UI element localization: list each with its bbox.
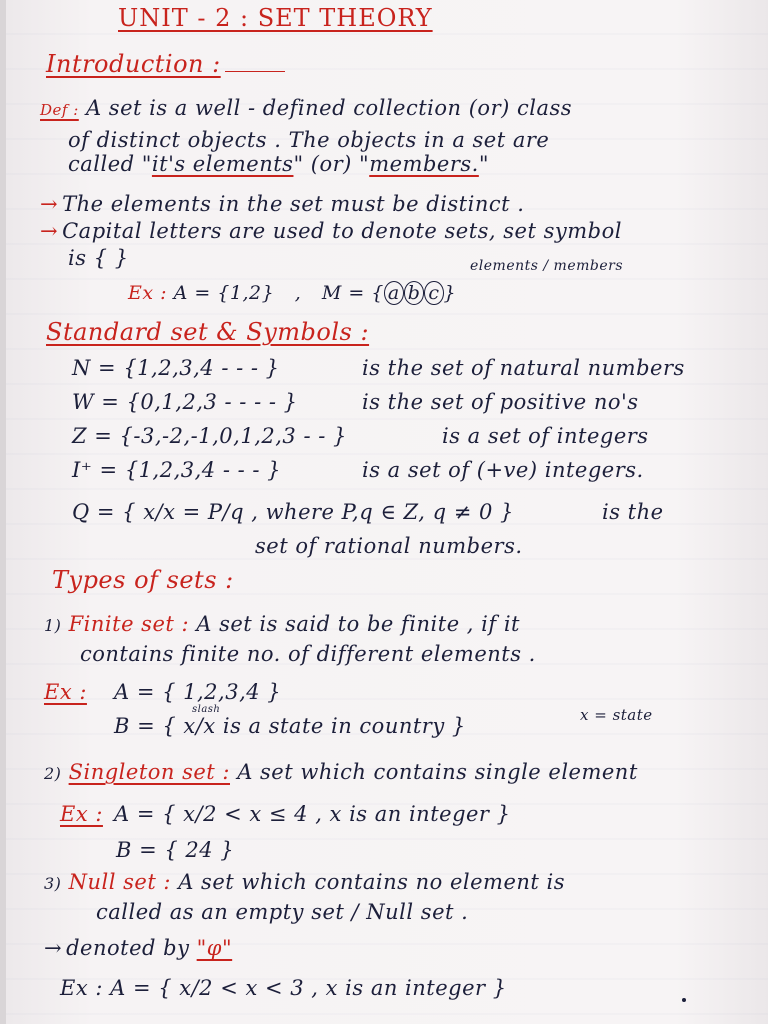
types-heading: Types of sets : — [52, 566, 234, 594]
standard-symbol: N = {1,2,3,4 - - - } — [72, 356, 280, 380]
null-symbol: "φ" — [196, 936, 233, 960]
standard-row-z — [72, 424, 649, 448]
elements-annotation: elements / members — [470, 258, 624, 274]
note-symbol: is { } — [68, 246, 129, 270]
example-1-set-m-close: } — [443, 282, 457, 304]
rational-continued: set of rational numbers. — [255, 534, 523, 558]
null-denoted — [44, 936, 232, 960]
standard-row-w — [72, 390, 639, 414]
standard-desc: is a set of integers — [442, 424, 649, 448]
definition-line-2: of distinct objects . The objects in a set are — [68, 128, 550, 152]
finite-example-a — [44, 680, 281, 704]
null-name: Null set : — [68, 870, 172, 894]
standard-row-i — [72, 458, 644, 482]
definition-line-1 — [40, 96, 572, 120]
example-1: Ex : A = {1,2} , M = { a b c } — [128, 282, 457, 304]
page-edge — [0, 0, 6, 1024]
state-note: x = state — [580, 706, 653, 724]
singleton-set-a: A = { x/2 < x ≤ 4 , x is an integer } — [114, 802, 511, 826]
null-line-2: called as an empty set / Null set . — [96, 900, 469, 924]
member-circle: a — [384, 281, 404, 305]
standard-symbol: I⁺ = {1,2,3,4 - - - } — [72, 458, 282, 482]
definition-tag: Def : — [40, 101, 79, 119]
arrow-icon: → — [40, 192, 59, 216]
definition-line-3 — [68, 152, 489, 176]
example-1-label: Ex : — [128, 282, 168, 304]
note-capital-text: Capital letters are used to denote sets, set symbol — [62, 219, 622, 243]
null-text-1: A set which contains no element is — [178, 870, 566, 894]
definition-or: " (or) " — [293, 152, 370, 176]
null-denoted-text: denoted by — [66, 936, 190, 960]
finite-set-a: A = { 1,2,3,4 } — [114, 680, 282, 704]
note-distinct-text: The elements in the set must be distinct . — [62, 192, 525, 216]
standard-heading: Standard set & Symbols : — [46, 318, 370, 346]
singleton-example-b: B = { 24 } — [116, 838, 235, 862]
definition-quote-close: " — [478, 152, 490, 176]
member-circle: c — [424, 281, 443, 305]
arrow-icon: → — [40, 219, 59, 243]
null-line-1 — [44, 870, 565, 894]
finite-name: Finite set : — [68, 612, 190, 636]
null-example: Ex : A = { x/2 < x < 3 , x is an integer } — [60, 976, 507, 1000]
note-distinct — [40, 192, 524, 216]
definition-members: members. — [369, 152, 479, 176]
singleton-name: Singleton set : — [68, 760, 230, 784]
finite-text-1: A set is said to be finite , if it — [196, 612, 520, 636]
arrow-icon: → — [44, 936, 63, 960]
standard-row-q — [72, 500, 664, 524]
slash-annotation: slash — [192, 704, 221, 715]
finite-example-label: Ex : — [44, 680, 87, 704]
standard-symbol: Z = {-3,-2,-1,0,1,2,3 - - } — [72, 424, 347, 448]
singleton-line-1 — [44, 760, 638, 784]
member-circle: b — [404, 281, 425, 305]
intro-heading — [46, 50, 285, 78]
finite-line-1 — [44, 612, 520, 636]
page-title: UNIT - 2 : SET THEORY — [118, 4, 433, 32]
finite-number: 1) — [44, 616, 62, 635]
example-1-set-m-open: M = { — [321, 282, 384, 304]
finite-example-b: B = { x/x is a state in country } — [114, 714, 466, 738]
singleton-text-1: A set which contains single element — [237, 760, 638, 784]
standard-symbol: Q = { x/x = P/q , where P,q ∈ Z, q ≠ 0 } — [72, 500, 514, 524]
finite-line-2: contains finite no. of different elements . — [80, 642, 536, 666]
definition-text-1: A set is a well - defined collection (or) class — [85, 96, 573, 120]
definition-elements: it's elements — [151, 152, 294, 176]
singleton-number: 2) — [44, 764, 62, 783]
example-1-set-a: A = {1,2} — [173, 282, 275, 304]
definition-called: called " — [68, 152, 152, 176]
intro-heading-text: Introduction : — [46, 50, 221, 78]
standard-desc: is a set of (+ve) integers. — [362, 458, 644, 482]
standard-desc: is the set of natural numbers — [362, 356, 685, 380]
standard-row-n — [72, 356, 685, 380]
standard-desc: is the — [602, 500, 664, 524]
singleton-example-a — [60, 802, 511, 826]
singleton-example-label: Ex : — [60, 802, 103, 826]
null-number: 3) — [44, 874, 62, 893]
standard-desc: is the set of positive no's — [362, 390, 639, 414]
note-capital — [40, 219, 622, 243]
standard-symbol: W = {0,1,2,3 - - - - } — [72, 390, 298, 414]
ink-dot — [682, 998, 686, 1002]
